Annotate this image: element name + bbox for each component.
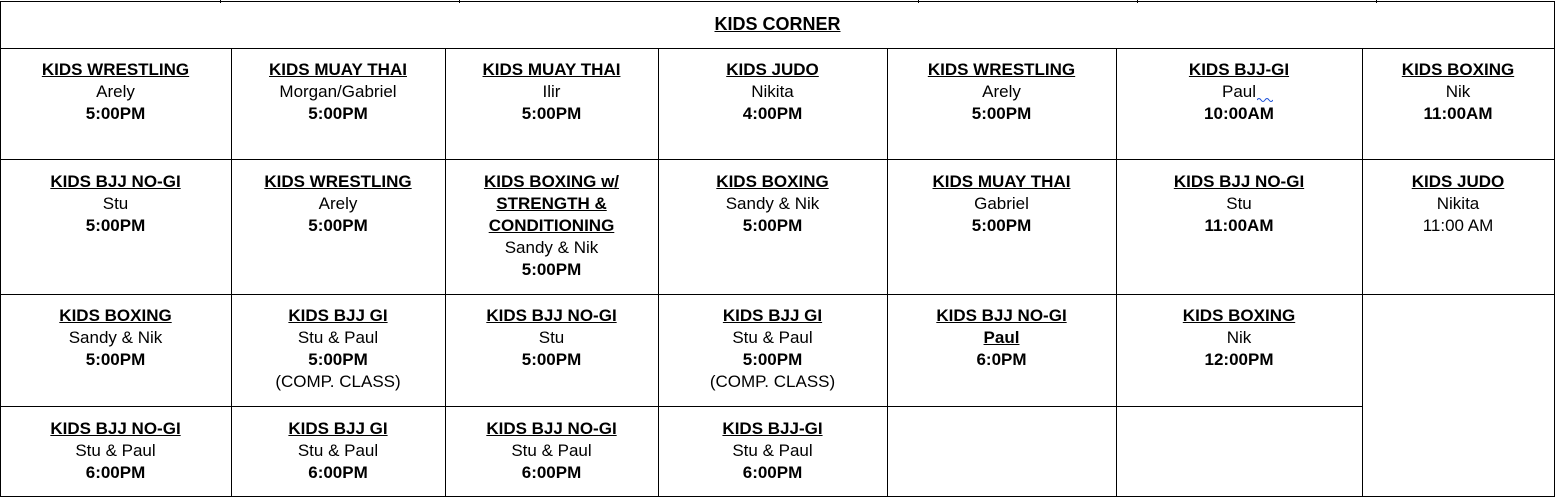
instructor-name: Stu bbox=[1226, 194, 1252, 213]
table-header: KIDS CORNER bbox=[714, 14, 841, 34]
class-time: 11:00AM bbox=[1423, 104, 1493, 123]
class-time: 5:00PM bbox=[742, 216, 803, 235]
class-title: KIDS BOXING bbox=[59, 306, 172, 325]
instructor-name: Gabriel bbox=[974, 194, 1029, 213]
row-divider bbox=[0, 294, 1555, 295]
class-title: KIDS BJJ GI bbox=[288, 419, 388, 438]
class-title: KIDS WRESTLING bbox=[927, 60, 1076, 79]
row-divider bbox=[0, 159, 1555, 160]
class-cell bbox=[1362, 171, 1554, 237]
class-cell bbox=[231, 305, 445, 393]
class-time: 5:00PM bbox=[742, 350, 803, 369]
class-cell bbox=[0, 59, 231, 125]
instructor-name: Stu bbox=[102, 194, 129, 213]
spellcheck-squiggle bbox=[1257, 97, 1273, 103]
class-time: 5:00PM bbox=[521, 260, 582, 279]
class-cell bbox=[1116, 59, 1362, 125]
instructor-name: Stu & Paul bbox=[297, 441, 379, 460]
class-title: KIDS BJJ NO-GI bbox=[1173, 172, 1305, 191]
header-tick bbox=[918, 0, 919, 3]
class-time: 5:00PM bbox=[308, 104, 368, 123]
instructor-name: Nikita bbox=[1436, 194, 1480, 213]
class-time: 11:00 AM bbox=[1422, 216, 1494, 235]
class-cell bbox=[445, 418, 658, 484]
class-note: (COMP. CLASS) bbox=[275, 372, 401, 391]
instructor-name: Arely bbox=[96, 82, 135, 101]
class-time: 10:00AM bbox=[1204, 104, 1274, 123]
class-time: 5:00PM bbox=[308, 350, 368, 369]
instructor-name: Nik bbox=[1445, 82, 1471, 101]
class-cell bbox=[658, 171, 887, 237]
class-title: KIDS BOXING bbox=[1182, 306, 1296, 325]
instructor-name: Paul bbox=[983, 328, 1020, 347]
class-cell bbox=[887, 59, 1116, 125]
class-time: 11:00AM bbox=[1204, 216, 1274, 235]
class-time: 5:00PM bbox=[971, 216, 1032, 235]
class-title: CONDITIONING bbox=[488, 216, 615, 235]
class-cell bbox=[445, 305, 658, 371]
row-divider bbox=[0, 406, 1362, 407]
border-top bbox=[0, 1, 1555, 2]
class-title: KIDS MUAY THAI bbox=[269, 60, 407, 79]
class-title: KIDS BJJ GI bbox=[722, 306, 823, 325]
class-cell bbox=[231, 59, 445, 125]
instructor-name: Sandy & Nik bbox=[725, 194, 820, 213]
class-title: STRENGTH & bbox=[496, 194, 607, 213]
class-title: KIDS BJJ NO-GI bbox=[486, 419, 617, 438]
class-title: KIDS BJJ NO-GI bbox=[936, 306, 1067, 325]
class-time: 5:00PM bbox=[308, 216, 368, 235]
class-title: KIDS WRESTLING bbox=[41, 60, 190, 79]
instructor-name: Nik bbox=[1226, 328, 1252, 347]
instructor-name: Stu & Paul bbox=[75, 441, 156, 460]
header-tick bbox=[1137, 0, 1138, 3]
class-cell bbox=[887, 305, 1116, 371]
class-title: KIDS MUAY THAI bbox=[482, 60, 621, 79]
header-tick bbox=[1376, 0, 1377, 3]
class-cell bbox=[0, 418, 231, 484]
class-title: KIDS JUDO bbox=[1411, 172, 1505, 191]
class-cell bbox=[658, 305, 887, 393]
class-title: KIDS BJJ NO-GI bbox=[50, 419, 181, 438]
class-time: 6:00PM bbox=[742, 463, 803, 482]
instructor-name: Stu & Paul bbox=[297, 328, 379, 347]
header-tick bbox=[459, 0, 460, 3]
class-cell bbox=[231, 171, 445, 237]
class-cell bbox=[1362, 59, 1554, 125]
class-time: 6:00PM bbox=[308, 463, 368, 482]
class-title: KIDS BJJ GI bbox=[288, 306, 388, 325]
class-title: KIDS BJJ NO-GI bbox=[50, 172, 181, 191]
class-cell bbox=[231, 418, 445, 484]
header-divider bbox=[0, 48, 1555, 49]
instructor-name: Stu & Paul bbox=[511, 441, 592, 460]
instructor-name: Stu & Paul bbox=[732, 441, 813, 460]
class-time: 5:00PM bbox=[521, 350, 582, 369]
header-tick bbox=[220, 0, 221, 3]
class-note: (COMP. CLASS) bbox=[709, 372, 836, 391]
class-title: KIDS BJJ-GI bbox=[722, 419, 823, 438]
class-time: 6:00PM bbox=[521, 463, 582, 482]
class-cell bbox=[445, 171, 658, 281]
class-title: KIDS JUDO bbox=[726, 60, 819, 79]
class-title: KIDS BOXING w/ bbox=[483, 172, 620, 191]
class-time: 5:00PM bbox=[971, 104, 1032, 123]
class-time: 6:0PM bbox=[976, 350, 1027, 369]
instructor-name: Stu & Paul bbox=[732, 328, 813, 347]
class-time: 12:00PM bbox=[1204, 350, 1274, 369]
instructor-name: Sandy & Nik bbox=[68, 328, 163, 347]
class-time: 4:00PM bbox=[742, 104, 803, 123]
class-time: 6:00PM bbox=[85, 463, 146, 482]
class-cell bbox=[445, 59, 658, 125]
class-time: 5:00PM bbox=[85, 216, 146, 235]
class-title: KIDS WRESTLING bbox=[264, 172, 412, 191]
class-cell bbox=[1116, 305, 1362, 371]
instructor-name: Nikita bbox=[751, 82, 794, 101]
instructor-name: Stu bbox=[538, 328, 565, 347]
class-cell bbox=[658, 418, 887, 484]
class-cell bbox=[658, 59, 887, 125]
instructor-name: Arely bbox=[318, 194, 358, 213]
class-title: KIDS BOXING bbox=[716, 172, 829, 191]
class-title: KIDS BOXING bbox=[1401, 60, 1515, 79]
class-time: 5:00PM bbox=[85, 104, 146, 123]
class-cell bbox=[0, 171, 231, 237]
class-cell bbox=[1116, 171, 1362, 237]
class-title: KIDS BJJ NO-GI bbox=[486, 306, 617, 325]
instructor-name: Sandy & Nik bbox=[504, 238, 599, 257]
instructor-name: Paul bbox=[1221, 82, 1257, 101]
class-time: 5:00PM bbox=[85, 350, 146, 369]
class-cell bbox=[887, 171, 1116, 237]
class-title: KIDS MUAY THAI bbox=[932, 172, 1071, 191]
class-time: 5:00PM bbox=[521, 104, 582, 123]
instructor-name: Morgan/Gabriel bbox=[279, 82, 397, 101]
class-title: KIDS BJJ-GI bbox=[1188, 60, 1290, 79]
class-cell bbox=[0, 305, 231, 371]
instructor-name: Arely bbox=[982, 82, 1021, 101]
instructor-name: Ilir bbox=[542, 82, 561, 101]
